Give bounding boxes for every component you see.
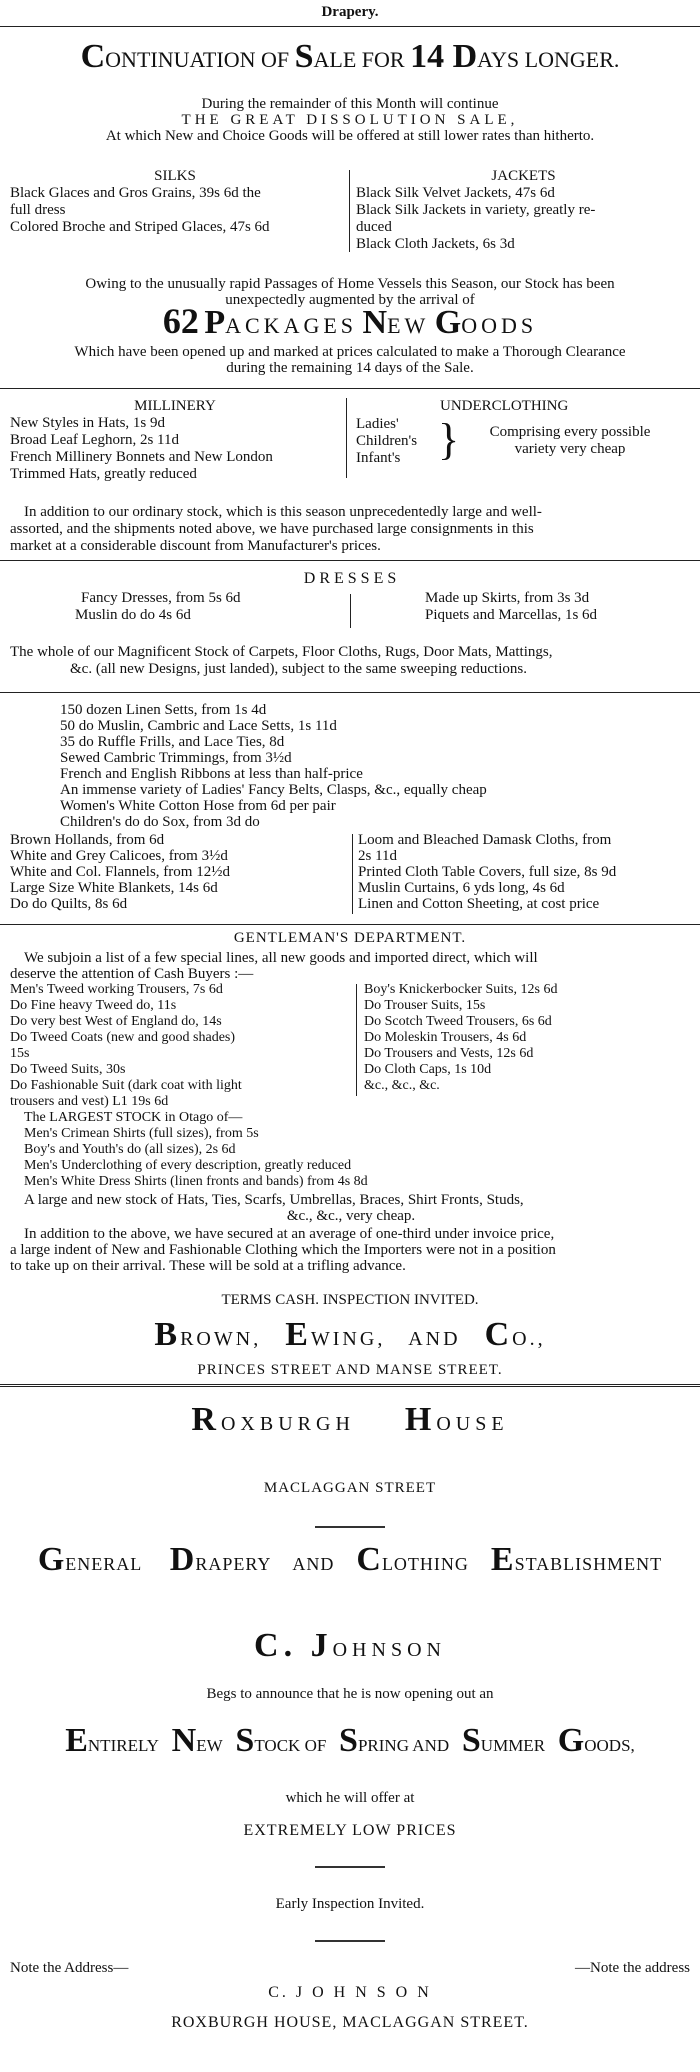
rule-dresses [0, 560, 700, 561]
gentleman-left: Men's Tweed working Trousers, 7s 6d Do Fine heavy Tweed do, 11s Do very best West of England do, 14s Do Tweed Coats (new and good shades) 15s Do Tweed Suits, 30s Do Fashionable Suit (dark coat with light trousers and vest) L1 19s 6d [10, 982, 242, 1109]
column-header: Drapery. [321, 4, 379, 20]
dresses-right: Made up Skirts, from 3s 3d Piquets and Marcellas, 1s 6d [425, 590, 598, 623]
carpets-para: The whole of our Magnificent Stock of Carpets, Floor Cloths, Rugs, Door Mats, Mattings, &c. (all new Designs, just landed), subject to the same sweeping reductions. [10, 644, 553, 677]
sale-intro: During the remainder of this Month will continue THE GREAT DISSOLUTION SALE, At which New and Choice Goods will be offered at still lower rates than hitherto. [105, 96, 595, 144]
holland-left: Brown Hollands, from 6d White and Grey Calicoes, from 3½d White and Col. Flannels, from 12½d Large Size White Blankets, 14s 6d Do do Quilts, 8s 6d [10, 832, 230, 912]
roxburgh-house-title: ROXBURGH HOUSE [191, 1401, 509, 1438]
sale-headline: CONTINUATION OF SALE FOR 14 DAYS LONGER. [80, 38, 620, 75]
short-rule-2 [315, 1866, 385, 1868]
millinery-divider [346, 398, 347, 478]
dresses-divider [350, 594, 351, 628]
rule-millinery [0, 388, 700, 389]
header-rule [0, 26, 700, 27]
signature-name: C. J O H N S O N [268, 1984, 432, 2001]
offer-line: which he will offer at [285, 1790, 415, 1806]
terms-line: TERMS CASH. INSPECTION INVITED. [221, 1292, 479, 1308]
holland-divider [352, 834, 353, 914]
gentleman-heading: GENTLEMAN'S DEPARTMENT. [233, 930, 467, 946]
low-prices-line: EXTREMELY LOW PRICES [243, 1822, 457, 1839]
dresses-heading: D R E S S E S [303, 570, 397, 587]
firm-address: PRINCES STREET AND MANSE STREET. [197, 1362, 503, 1378]
holland-right: Loom and Bleached Damask Cloths, from 2s 11d Printed Cloth Table Covers, full size, 8s 9d Muslin Curtains, 6 yds long, 4s 6d Linen and Cotton Sheeting, at cost price [358, 832, 617, 912]
silks-block: SILKS Black Glaces and Gros Grains, 39s 6d the full dress Colored Broche and Striped Glaces, 47s 6d [10, 168, 270, 235]
gentleman-right: Boy's Knickerbocker Suits, 12s 6d Do Trouser Suits, 15s Do Scotch Tweed Trousers, 6s 6d Do Moleskin Trousers, 4s 6d Do Trousers and Vests, 12s 6d Do Cloth Caps, 1s 10d &c., &c., &c. [364, 982, 558, 1093]
new-stock-title: ENTIRELY NEW STOCK OF SPRING AND SUMMER GOODS, [65, 1722, 635, 1759]
firm-name: BROWN, EWING, AND CO., [154, 1316, 546, 1353]
early-inspection-line: Early Inspection Invited. [275, 1896, 425, 1912]
roxburgh-street: MACLAGGAN STREET [263, 1480, 437, 1496]
packages-headline: 62 PACKAGES NEW GOODS [162, 301, 538, 341]
begs-line: Begs to announce that he is now opening out an [206, 1686, 494, 1702]
note-address-left: Note the Address— [10, 1960, 129, 1976]
underclothing-note: Comprising every possible variety very cheap [489, 424, 651, 457]
millinery-block: MILLINERY New Styles in Hats, 1s 9d Broad Leaf Leghorn, 2s 11d French Millinery Bonnets and New London Trimmed Hats, greatly reduced [10, 398, 273, 482]
underclothing-kinds: Ladies' Children's Infant's [356, 416, 418, 466]
dresses-left: Fancy Dresses, from 5s 6d Muslin do do 4s 6d [75, 590, 241, 623]
hats-para: A large and new stock of Hats, Ties, Scarfs, Umbrellas, Braces, Shirt Fronts, Studs, &c., &c., very cheap. [24, 1192, 524, 1224]
note-address-right: —Note the address [575, 1960, 690, 1976]
rule-gentleman [0, 924, 700, 925]
addition-para: In addition to our ordinary stock, which is this season unprecedentedly large and well- assorted, and the shipments noted above, we have purchased large consignments in this market at a considerable discount from Manufacturer's prices. [10, 504, 542, 554]
proprietor-name: C. JOHNSON [254, 1627, 446, 1664]
jackets-block: JACKETS Black Silk Velvet Jackets, 47s 6d Black Silk Jackets in variety, greatly re- duced Black Cloth Jackets, 6s 3d [356, 168, 596, 252]
clearance-para: Which have been opened up and marked at prices calculated to make a Thorough Clearance during the remaining 14 days of the Sale. [74, 344, 626, 376]
brace-glyph: } [438, 415, 460, 464]
indent-para: In addition to the above, we have secured at an average of one-third under invoice price, a large indent of New and Fashionable Clothing which the Importers were not in a position to take up on their arrival. These will be sold at a trifling advance. [10, 1226, 556, 1274]
owing-para: Owing to the unusually rapid Passages of Home Vessels this Season, our Stock has been unexpectedly augmented by the arrival of [85, 276, 615, 308]
ad-separator [0, 1384, 700, 1387]
short-rule-1 [315, 1526, 385, 1528]
establishment-title: GENERAL DRAPERY AND CLOTHING ESTABLISHMENT [37, 1541, 663, 1578]
short-rule-3 [315, 1940, 385, 1942]
linens-list: 150 dozen Linen Setts, from 1s 4d 50 do Muslin, Cambric and Lace Setts, 1s 11d 35 do Ruffle Frills, and Lace Ties, 8d Sewed Cambric Trimmings, from 3½d French and English Ribbons at less than half-price An immense variety of Ladies' Fancy Belts, Clasps, &c., equally cheap Women's White Cotton Hose from 6d per pair Children's do do Sox, from 3d do [60, 702, 487, 830]
otago-list: The LARGEST STOCK in Otago of— Men's Crimean Shirts (full sizes), from 5s Boy's and Youth's do (all sizes), 2s 6d Men's Underclothing of every description, greatly reduced Men's White Dress Shirts (linen fronts and bands) from 4s 8d [24, 1110, 368, 1189]
gentleman-divider [356, 984, 357, 1096]
signature-address: ROXBURGH HOUSE, MACLAGGAN STREET. [171, 2014, 529, 2031]
silks-divider [349, 170, 350, 252]
gentleman-intro: We subjoin a list of a few special lines, all new goods and imported direct, which will deserve the attention of Cash Buyers :— [10, 950, 538, 982]
underclothing-heading: UNDERCLOTHING [440, 398, 569, 414]
rule-linens [0, 692, 700, 693]
